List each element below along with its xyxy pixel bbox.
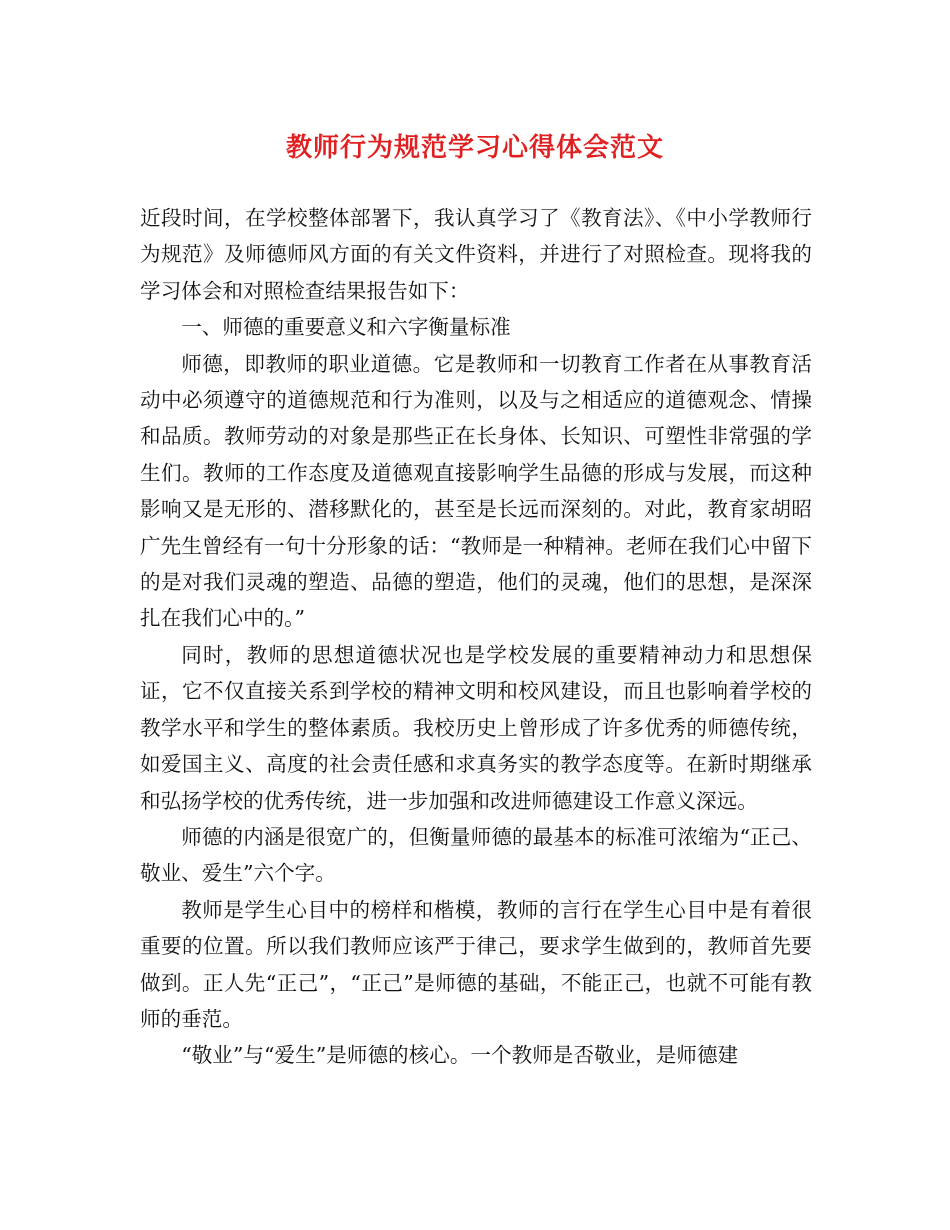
paragraph-core: “敬业”与“爱生”是师德的核心。一个教师是否敬业，是师德建 <box>181 1043 739 1068</box>
paragraph-definition: 师德，即教师的职业道德。它是教师和一切教育工作者在从事教育活动中必须遵守的道德规范和行为准则，以及与之相适应的道德观念、情操和品质。教师劳动的对象是那些正在长身体、长知识、可塑性非常强的学生们。教师的工作态度及道德观直接影响学生品德的形成与发展，而这种影响又是无形的、潜移默化的，甚至是长远而深刻的。对此，教育家胡昭广先生曾经有一句十分形象的话：“教师是一种精神。老师在我们心中留下的是对我们灵魂的塑造、品德的塑造，他们的灵魂，他们的思想，是深深扎在我们心中的。” <box>140 351 812 631</box>
document-body <box>140 200 812 1074</box>
paragraph-standard: 师德的内涵是很宽广的，但衡量师德的最基本的标准可浓缩为“正己、敬业、爱生”六个字。 <box>140 824 812 886</box>
section-heading-1: 一、师德的重要意义和六字衡量标准 <box>181 315 511 340</box>
paragraph-role-model: 教师是学生心目中的榜样和楷模，教师的言行在学生心目中是有着很重要的位置。所以我们教师应该严于律己，要求学生做到的，教师首先要做到。正人先“正己”，“正己”是师德的基础，不能正己，也就不可能有教师的垂范。 <box>140 897 812 1031</box>
paragraph-intro: 近段时间，在学校整体部署下，我认真学习了《教育法》、《中小学教师行为规范》及师德师风方面的有关文件资料，并进行了对照检查。现将我的学习体会和对照检查结果报告如下： <box>140 206 812 303</box>
paragraph-importance: 同时，教师的思想道德状况也是学校发展的重要精神动力和思想保证，它不仅直接关系到学校的精神文明和校风建设，而且也影响着学校的教学水平和学生的整体素质。我校历史上曾形成了许多优秀的师德传统，如爱国主义、高度的社会责任感和求真务实的教学态度等。在新时期继承和弘扬学校的优秀传统，进一步加强和改进师德建设工作意义深远。 <box>140 642 812 813</box>
document-title: 教师行为规范学习心得体会范文 <box>285 133 664 163</box>
